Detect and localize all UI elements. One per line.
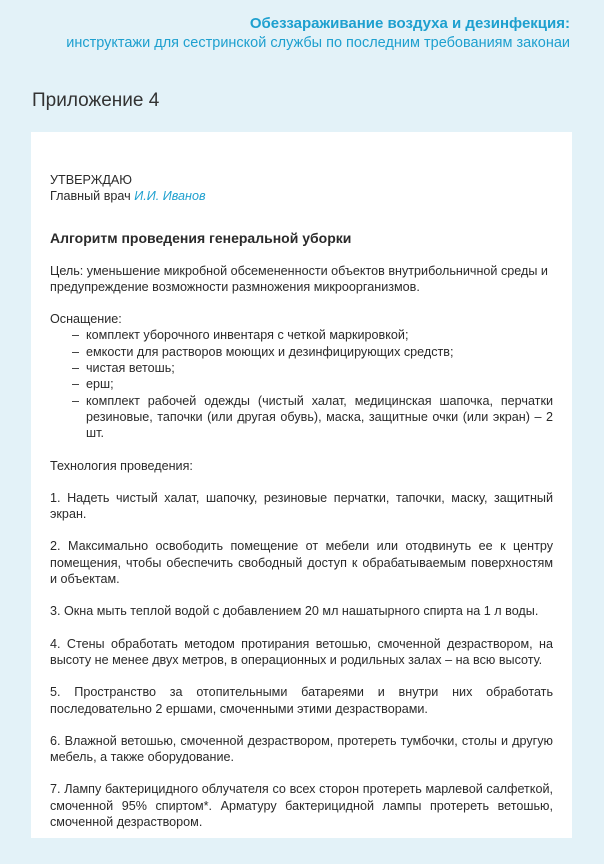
step-item: 3. Окна мыть теплой водой с добавлением 20 мл нашатырного спирта на 1 л воды.: [50, 604, 539, 619]
step-item: 7. Лампу бактерицидного облучателя со всех сторон протереть марлевой салфеткой, смоченной 95% спиртом*. Арматуру бактерицидной лампы протереть ветошью, смоченной дезраствором.: [50, 782, 553, 830]
document-content: [50, 172, 553, 830]
page-header: [0, 14, 570, 53]
list-item: – комплект рабочей одежды (чистый халат, медицинская шапочка, перчатки резиновые, тапочки (или другая обувь), маска, защитные очки (или экран) – 2 шт.: [50, 393, 553, 442]
document-title: Алгоритм проведения генеральной уборки: [50, 229, 352, 246]
approver-name: И.И. Иванов: [134, 189, 206, 204]
list-item: – емкости для растворов моющих и дезинфицирующих средств;: [50, 344, 553, 360]
technology-label: Технология проведения:: [50, 458, 193, 473]
equipment-list: [50, 327, 553, 441]
list-item: – ерш;: [50, 376, 553, 392]
approve-word: УТВЕРЖДАЮ: [50, 173, 133, 187]
header-subtitle: инструктажи для сестринской службы по последним требованиям законаи: [66, 35, 570, 51]
list-item: – комплект уборочного инвентаря с четкой маркировкой;: [50, 327, 553, 343]
step-item: 2. Максимально освободить помещение от мебели или отодвинуть ее к центру помещения, чтобы обеспечить свободный доступ к обрабатываемым поверхностям и объектам.: [50, 539, 553, 587]
goal-text: Цель: уменьшение микробной обсемененности объектов внутрибольничной среды и предупреждение возможности размножения микроорганизмов.: [50, 263, 548, 294]
appendix-title: Приложение 4: [32, 90, 160, 111]
step-item: 4. Стены обработать методом протирания ветошью, смоченной дезраствором, на высоту не менее двух метров, в операционных и родильных залах – на всю высоту.: [50, 636, 553, 667]
step-item: 5. Пространство за отопительными батареями и внутри них обработать последовательно 2 ершами, смоченными этими дезрастворами.: [50, 685, 553, 716]
header-title: Обеззараживание воздуха и дезинфекция:: [249, 15, 570, 32]
equipment-label: Оснащение:: [50, 312, 122, 327]
list-item: – чистая ветошь;: [50, 360, 553, 376]
approval-block: [50, 172, 553, 205]
step-item: 1. Надеть чистый халат, шапочку, резиновые перчатки, тапочки, маску, защитный экран.: [50, 490, 553, 522]
step-item: 6. Влажной ветошью, смоченной дезраствором, протереть тумбочки, столы и другую мебель, а также оборудование.: [50, 733, 553, 765]
document-card: [31, 132, 572, 838]
approver-position: Главный врач: [50, 189, 131, 204]
